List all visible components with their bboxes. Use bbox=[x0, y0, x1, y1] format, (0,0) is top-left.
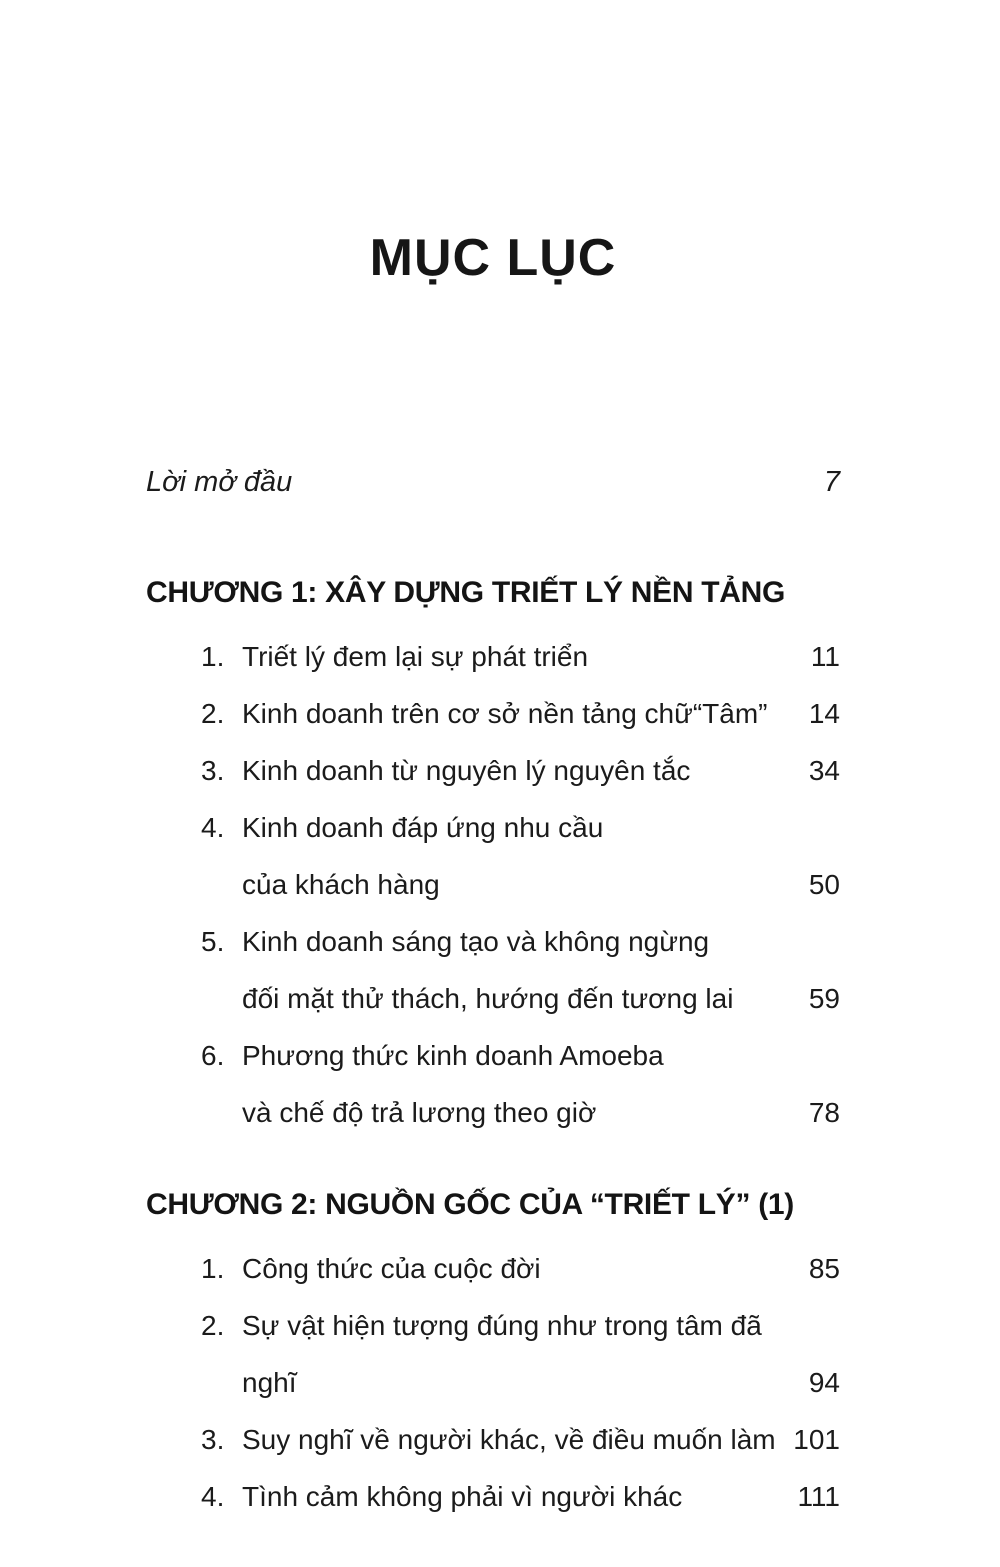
item-text-line: Triết lý đem lại sự phát triển bbox=[242, 641, 589, 672]
preface-page-number: 7 bbox=[823, 466, 840, 498]
item-text-line: Phương thức kinh doanh Amoeba bbox=[242, 1040, 664, 1071]
item-number: 3. bbox=[201, 1424, 225, 1455]
item-text-line: Kinh doanh từ nguyên lý nguyên tắc bbox=[242, 755, 691, 786]
chapter-title: CHƯƠNG 2: NGUỒN GỐC CỦA “TRIẾT LÝ” (1) bbox=[146, 1188, 794, 1221]
item-text-line: Kinh doanh sáng tạo và không ngừng bbox=[242, 926, 710, 957]
item-number: 6. bbox=[201, 1040, 225, 1071]
item-number: 1. bbox=[201, 1253, 225, 1284]
chapter-block bbox=[146, 573, 840, 1141]
chapter-title: CHƯƠNG 1: XÂY DỰNG TRIẾT LÝ NỀN TẢNG bbox=[146, 576, 786, 609]
item-page-number: 34 bbox=[808, 755, 840, 786]
toc-item bbox=[201, 685, 840, 742]
toc-list bbox=[146, 628, 840, 1141]
item-number: 1. bbox=[201, 641, 225, 672]
item-number: 2. bbox=[201, 1310, 225, 1341]
toc-item bbox=[201, 799, 840, 913]
item-text bbox=[242, 628, 811, 685]
item-page-number: 78 bbox=[808, 1097, 840, 1128]
chapters bbox=[146, 573, 840, 1525]
item-page-number: 101 bbox=[793, 1424, 840, 1455]
toc-item bbox=[201, 1240, 840, 1297]
item-text-line: đối mặt thử thách, hướng đến tương lai bbox=[242, 983, 734, 1014]
item-number: 4. bbox=[201, 812, 225, 843]
toc-list bbox=[146, 1240, 840, 1525]
toc-item bbox=[201, 1411, 840, 1468]
item-number: 2. bbox=[201, 698, 225, 729]
toc-item bbox=[201, 628, 840, 685]
item-text-line: Tình cảm không phải vì người khác bbox=[242, 1481, 683, 1512]
item-text bbox=[242, 1468, 797, 1525]
item-text-line: của khách hàng bbox=[242, 869, 440, 900]
item-page-number: 94 bbox=[808, 1367, 840, 1398]
item-text bbox=[242, 1240, 809, 1297]
item-text-line: Kinh doanh đáp ứng nhu cầu bbox=[242, 812, 604, 843]
item-text bbox=[242, 685, 809, 742]
item-text bbox=[242, 742, 809, 799]
item-text-line: Kinh doanh trên cơ sở nền tảng chữ“Tâm” bbox=[242, 698, 768, 729]
item-page-number: 50 bbox=[808, 869, 840, 900]
item-text-line: Sự vật hiện tượng đúng như trong tâm đã nghĩ bbox=[242, 1310, 762, 1398]
item-text bbox=[242, 799, 809, 913]
item-number: 5. bbox=[201, 926, 225, 957]
item-text-line: Suy nghĩ về người khác, về điều muốn làm bbox=[242, 1424, 776, 1455]
chapter-block bbox=[146, 1185, 840, 1525]
item-text-line: và chế độ trả lương theo giờ bbox=[242, 1097, 597, 1128]
item-page-number: 85 bbox=[808, 1253, 840, 1284]
item-text bbox=[242, 1411, 793, 1468]
page-title: MỤC LỤC bbox=[369, 229, 617, 287]
toc-item bbox=[201, 1297, 840, 1411]
item-text bbox=[242, 1297, 809, 1411]
preface-row bbox=[146, 464, 840, 500]
item-page-number: 14 bbox=[808, 698, 840, 729]
item-number: 3. bbox=[201, 755, 225, 786]
preface-label: Lời mở đầu bbox=[146, 466, 293, 498]
toc-item bbox=[201, 1027, 840, 1141]
item-number: 4. bbox=[201, 1481, 225, 1512]
toc-item bbox=[201, 913, 840, 1027]
item-text bbox=[242, 913, 809, 1027]
item-page-number: 59 bbox=[808, 983, 840, 1014]
toc-item bbox=[201, 1468, 840, 1525]
item-page-number: 11 bbox=[810, 641, 840, 672]
item-text-line: Công thức của cuộc đời bbox=[242, 1253, 541, 1284]
toc-item bbox=[201, 742, 840, 799]
item-page-number: 111 bbox=[797, 1481, 840, 1512]
item-text bbox=[242, 1027, 809, 1141]
